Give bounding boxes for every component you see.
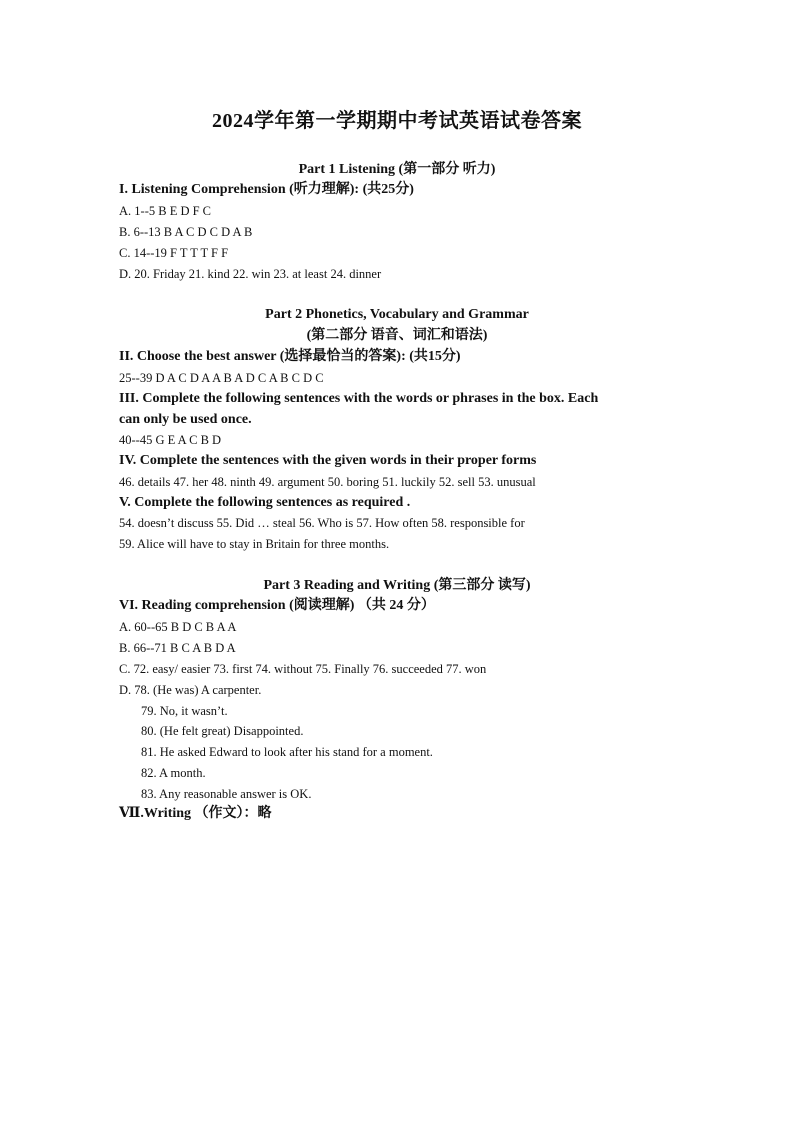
section3-title-line2: can only be used once. [119,412,252,427]
section6-answer-82: 82. A month. [141,766,206,780]
section2-title: II. Choose the best answer (选择最恰当的答案): (共15分) [119,349,461,364]
section5-title: V. Complete the following sentences as required . [119,495,411,510]
section5-line2: 59. Alice will have to stay in Britain for three months. [119,537,390,551]
section7-title: Ⅶ.Writing （作文）：略 [119,806,272,821]
section6-line-b: B. 66--71 B C A B D A [119,641,236,655]
section4-answers: 46. details 47. her 48. ninth 49. argument 50. boring 51. luckily 52. sell 53. unusual [119,475,536,489]
part1-heading: Part 1 Listening (第一部分 听力) [298,162,496,177]
section4-title: IV. Complete the sentences with the given words in their proper forms [119,453,537,468]
section6-answer-83: 83. Any reasonable answer is OK. [141,787,312,801]
part2-heading: Part 2 Phonetics, Vocabulary and Grammar [265,307,529,322]
part2-subheading: (第二部分 语音、词汇和语法) [306,328,488,343]
section6-answer-79: 79. No, it wasn’t. [141,704,228,718]
page-title: 2024学年第一学期期中考试英语试卷答案 [212,110,582,132]
section3-title-line1: III. Complete the following sentences with the words or phrases in the box. Each [119,391,599,406]
section1-line-c: C. 14--19 F T T T F F [119,246,229,260]
section6-answer-81: 81. He asked Edward to look after his stand for a moment. [141,745,433,759]
section1-title: I. Listening Comprehension (听力理解): (共25分) [119,182,414,197]
section6-answer-80: 80. (He felt great) Disappointed. [141,724,304,738]
section1-line-a: A. 1--5 B E D F C [119,204,212,218]
section6-line-c: C. 72. easy/ easier 73. first 74. without 75. Finally 76. succeeded 77. won [119,662,487,676]
section6-line-d: D. 78. (He was) A carpenter. [119,683,262,697]
part3-heading: Part 3 Reading and Writing (第三部分 读写) [263,578,531,593]
section5-line1: 54. doesn’t discuss 55. Did … steal 56. Who is 57. How often 58. responsible for [119,516,525,530]
section6-title: VI. Reading comprehension (阅读理解) （共 24 分） [119,598,435,613]
section6-line-a: A. 60--65 B D C B A A [119,620,237,634]
section3-answers: 40--45 G E A C B D [119,433,222,447]
section1-line-b: B. 6--13 B A C D C D A B [119,225,253,239]
section1-line-d: D. 20. Friday 21. kind 22. win 23. at least 24. dinner [119,267,382,281]
section2-answers: 25--39 D A C D A A B A D C A B C D C [119,371,324,385]
